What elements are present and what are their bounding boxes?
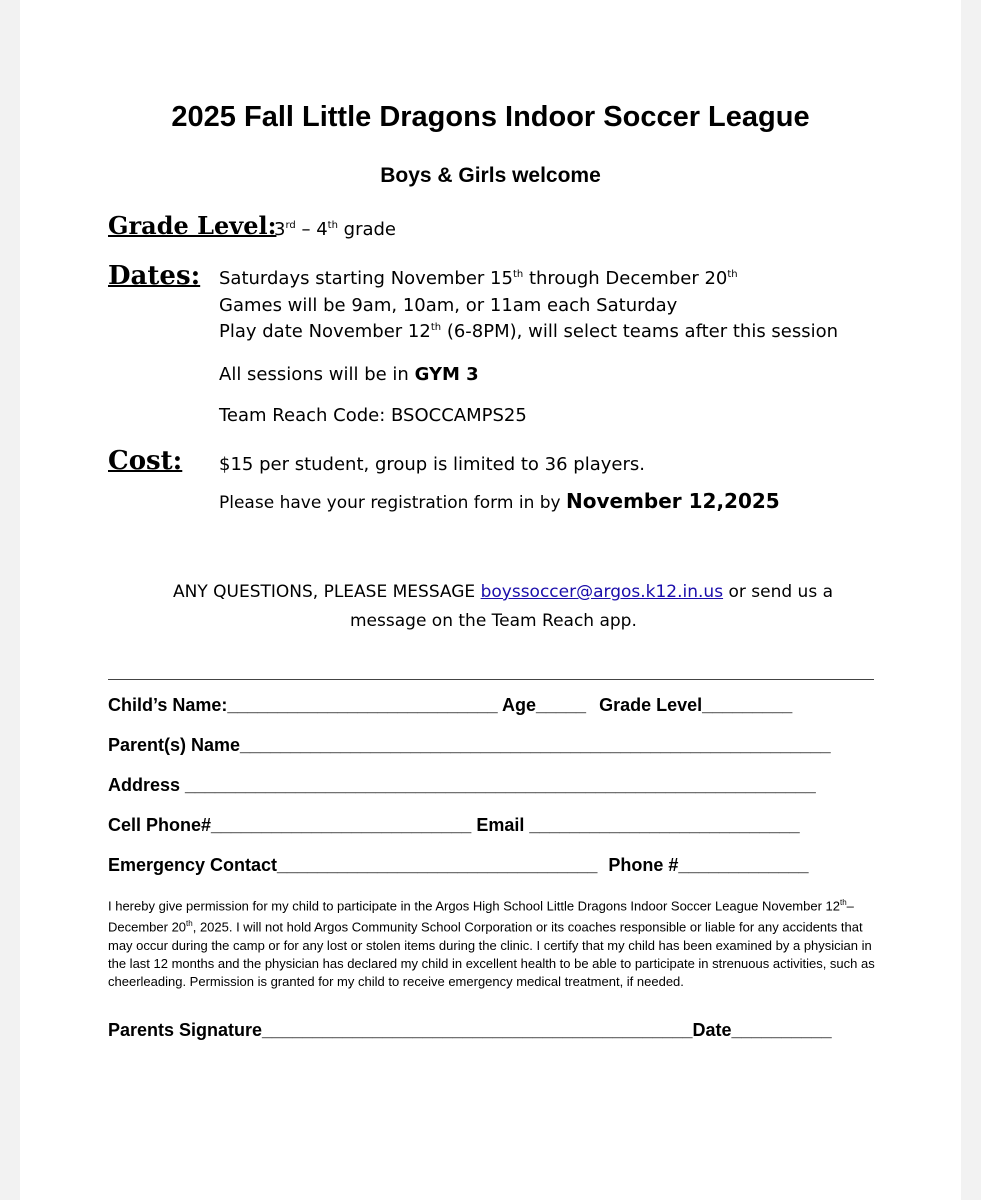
cost-line-2: Please have your registration form in by November 12,2025 — [219, 489, 780, 513]
dates-line-2: Games will be 9am, 10am, or 11am each Saturday — [219, 295, 678, 316]
parent-name-field[interactable]: Parent(s) Name___________________________________________________________ — [108, 735, 831, 755]
dates-line-3: Play date November 12th (6-8PM), will select teams after this session — [219, 321, 839, 342]
grade-level-value: 3rd – 4th grade — [274, 219, 396, 240]
flyer-page — [20, 0, 961, 1200]
cell-phone-field[interactable]: Cell Phone#__________________________ — [108, 815, 477, 835]
contact-line-2: message on the Team Reach app. — [350, 611, 637, 631]
grade-level-heading: Grade Level: — [108, 211, 277, 240]
contact-email-link[interactable]: boyssoccer@argos.k12.in.us — [480, 582, 724, 602]
child-name-field[interactable]: Child’s Name:___________________________ — [108, 695, 502, 715]
dates-heading: Dates: — [108, 261, 201, 291]
emergency-phone-field[interactable]: Phone #_____________ — [608, 855, 809, 875]
form-row-phone — [108, 815, 800, 836]
cost-line-1: $15 per student, group is limited to 36 players. — [219, 454, 645, 475]
grade-level-field[interactable]: Grade Level_________ — [599, 695, 793, 715]
section-divider — [108, 679, 874, 680]
email-field[interactable]: Email ___________________________ — [476, 815, 800, 835]
signature-field[interactable]: Parents Signature___________________________________________Date__________ — [108, 1020, 832, 1040]
dates-line-1: Saturdays starting November 15th through December 20th — [219, 268, 738, 289]
age-field[interactable]: Age_____ — [501, 695, 587, 715]
permission-paragraph: I hereby give permission for my child to participate in the Argos High School Little Dragons Indoor Soccer League November 12th–December 20th, 2025. I will not hold Argos Community School Corporation or its coaches responsible or liable for any accidents that may occur during the camp or for any lost or stolen items during the clinic. I certify that my child has been examined by a physician in the last 12 months and the physician has declared my child in excellent health to be able to participate in strenuous activities, such as cheerleading. Permission is granted for my child to receive emergency medical treatment, if needed. — [108, 898, 875, 989]
cost-heading: Cost: — [108, 446, 183, 476]
page-title: 2025 Fall Little Dragons Indoor Soccer League — [171, 101, 810, 133]
sessions-location: All sessions will be in GYM 3 — [219, 364, 479, 385]
emergency-contact-field[interactable]: Emergency Contact________________________________ — [108, 855, 603, 875]
address-field[interactable]: Address _______________________________________________________________ — [108, 775, 816, 795]
page-subtitle: Boys & Girls welcome — [380, 164, 601, 187]
team-reach-code: Team Reach Code: BSOCCAMPS25 — [219, 405, 527, 426]
form-row-child — [108, 695, 792, 716]
contact-line-1: ANY QUESTIONS, PLEASE MESSAGE boyssoccer@argos.k12.in.us or send us a — [173, 582, 833, 602]
form-row-emergency — [108, 855, 809, 876]
